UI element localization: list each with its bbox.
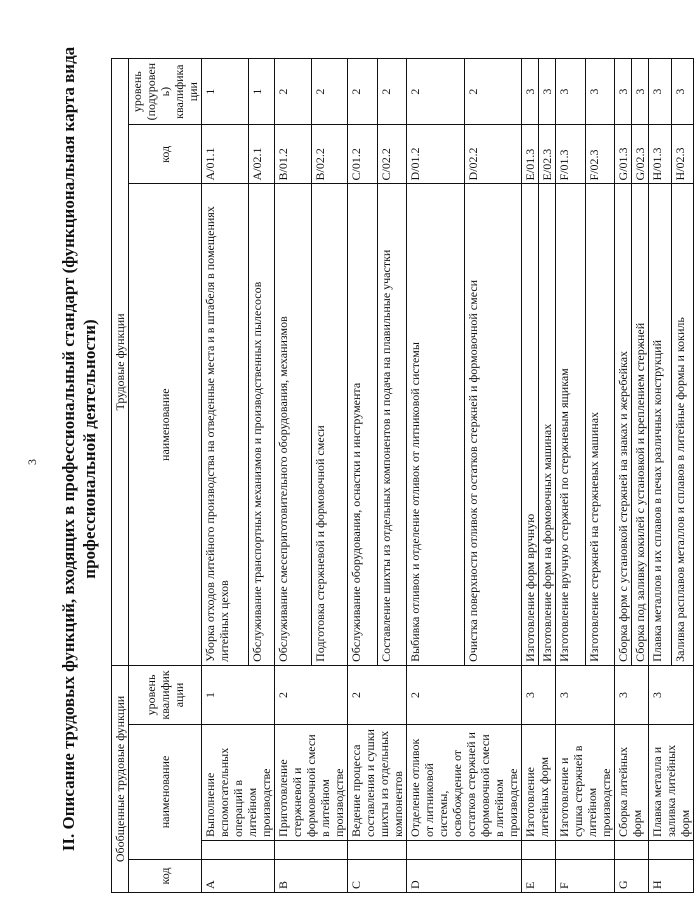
gtf-code: B	[275, 859, 348, 892]
tf-name: Уборка отходов литейного производства на отведенные места и в штабеля в помещениях литейных цехов	[202, 184, 249, 665]
tf-level: 3	[539, 59, 556, 125]
table-row	[649, 59, 672, 893]
gtf-code: C	[348, 859, 407, 892]
gtf-name: Выполнение вспомогательных операций в литейном производстве	[202, 725, 275, 841]
tf-level: 2	[275, 59, 312, 125]
gtf-level: 3	[556, 665, 615, 724]
gtf-blank	[407, 840, 522, 859]
gtf-name: Отделение отливок от литниковой системы, освобождение от остатков стержней и формовочной смеси в литейном производстве	[407, 725, 522, 841]
tf-code: G/02.3	[632, 125, 649, 184]
header-tf-level: уровень (подуровень) квалификации	[129, 59, 202, 125]
tf-code: F/01.3	[556, 125, 586, 184]
tf-level: 2	[348, 59, 378, 125]
tf-level: 1	[249, 59, 275, 125]
header-tf-code: код	[129, 125, 202, 184]
table-row	[275, 59, 312, 893]
gtf-name: Изготовление и сушка стержней в литейном производстве	[556, 725, 615, 841]
page-number: 3	[25, 459, 39, 465]
gtf-blank	[522, 840, 556, 859]
header-row-groups	[112, 59, 129, 893]
gtf-code: D	[407, 859, 522, 892]
section-title-line-1: II. Описание трудовых функций, входящих в профессиональный стандарт (функциональная карта вида	[59, 46, 78, 852]
tf-code: F/02.3	[585, 125, 615, 184]
tf-level: 3	[556, 59, 586, 125]
table-row	[615, 59, 632, 893]
header-code: код	[129, 859, 202, 892]
tf-level: 3	[522, 59, 539, 125]
gtf-code: A	[202, 859, 275, 892]
gtf-name: Изготовление литейных форм	[522, 725, 556, 841]
gtf-code: F	[556, 859, 615, 892]
gtf-blank	[275, 840, 348, 859]
gtf-level: 3	[522, 665, 556, 724]
tf-name: Обслуживание смесеприготовительного оборудования, механизмов	[275, 184, 312, 665]
tf-code: H/02.3	[671, 125, 694, 184]
gtf-level: 2	[348, 665, 407, 724]
tf-level: 3	[649, 59, 672, 125]
tf-code: B/01.2	[275, 125, 312, 184]
tf-name: Сборка форм с установкой стержней на знаках и жеребейках	[615, 184, 632, 665]
tf-level: 2	[377, 59, 407, 125]
section-title	[58, 29, 100, 869]
header-generalized: Обобщенные трудовые функции	[112, 665, 129, 892]
functional-map-table	[111, 58, 694, 893]
functional-map-body	[202, 59, 694, 893]
tf-code: A/01.1	[202, 125, 249, 184]
tf-level: 3	[632, 59, 649, 125]
tf-name: Плавка металлов и их сплавов в печах различных конструкций	[649, 184, 672, 665]
header-name: наименование	[129, 725, 202, 860]
gtf-level: 3	[649, 665, 694, 724]
tf-name: Обслуживание оборудования, оснастки и инструмента	[348, 184, 378, 665]
header-tf-name: наименование	[129, 184, 202, 665]
gtf-name: Плавка металла и заливка литейных форм	[649, 725, 694, 841]
tf-code: B/02.2	[311, 125, 348, 184]
tf-code: A/02.1	[249, 125, 275, 184]
table-row	[202, 59, 249, 893]
tf-name: Подготовка стержневой и формовочной смеси	[311, 184, 348, 665]
gtf-name: Ведение процесса составления и сушки шихты из отдельных компонентов	[348, 725, 407, 841]
tf-name: Изготовление вручную стержней по стержневым ящикам	[556, 184, 586, 665]
tf-code: C/01.2	[348, 125, 378, 184]
tf-code: E/02.3	[539, 125, 556, 184]
gtf-level: 2	[275, 665, 348, 724]
tf-name: Заливка расплавов металлов и сплавов в литейные формы и кокиль	[671, 184, 694, 665]
tf-level: 1	[202, 59, 249, 125]
tf-name: Очистка поверхности отливок от остатков стержней и формовочной смеси	[464, 184, 522, 665]
table-row	[348, 59, 378, 893]
header-level: уровень квалификации	[129, 665, 202, 724]
tf-name: Изготовление форм на формовочных машинах	[539, 184, 556, 665]
gtf-level: 1	[202, 665, 275, 724]
tf-code: D/01.2	[407, 125, 465, 184]
header-row-columns	[129, 59, 202, 893]
gtf-code: H	[649, 859, 694, 892]
tf-code: C/02.2	[377, 125, 407, 184]
gtf-blank	[202, 840, 275, 859]
tf-name: Обслуживание транспортных механизмов и производственных пылесосов	[249, 184, 275, 665]
gtf-name: Сборка литейных форм	[615, 725, 649, 841]
gtf-code: G	[615, 859, 649, 892]
gtf-level: 3	[615, 665, 649, 724]
tf-level: 3	[615, 59, 632, 125]
tf-code: G/01.3	[615, 125, 632, 184]
header-labor: Трудовые функции	[112, 59, 129, 666]
gtf-blank	[556, 840, 615, 859]
tf-level: 3	[671, 59, 694, 125]
tf-name: Составление шихты из отдельных компонентов и подача на плавильные участки	[377, 184, 407, 665]
gtf-blank	[649, 840, 694, 859]
gtf-level: 2	[407, 665, 522, 724]
tf-level: 3	[585, 59, 615, 125]
table-row	[522, 59, 539, 893]
tf-code: H/01.3	[649, 125, 672, 184]
gtf-code: E	[522, 859, 556, 892]
tf-level: 2	[407, 59, 465, 125]
table-row	[556, 59, 586, 893]
tf-code: E/01.3	[522, 125, 539, 184]
tf-name: Выбивка отливок и отделение отливок от литниковой системы	[407, 184, 465, 665]
gtf-name: Приготовление стержневой и формовочной смеси в литейном производстве	[275, 725, 348, 841]
tf-code: D/02.2	[464, 125, 522, 184]
tf-name: Сборка под заливку кокилей с установкой и креплением стержней	[632, 184, 649, 665]
table-row	[407, 59, 465, 893]
tf-name: Изготовление форм вручную	[522, 184, 539, 665]
tf-name: Изготовление стержней на стержневых машинах	[585, 184, 615, 665]
gtf-blank	[615, 840, 649, 859]
section-title-line-2: профессиональной деятельности)	[80, 319, 99, 579]
tf-level: 2	[311, 59, 348, 125]
gtf-blank	[348, 840, 407, 859]
tf-level: 2	[464, 59, 522, 125]
